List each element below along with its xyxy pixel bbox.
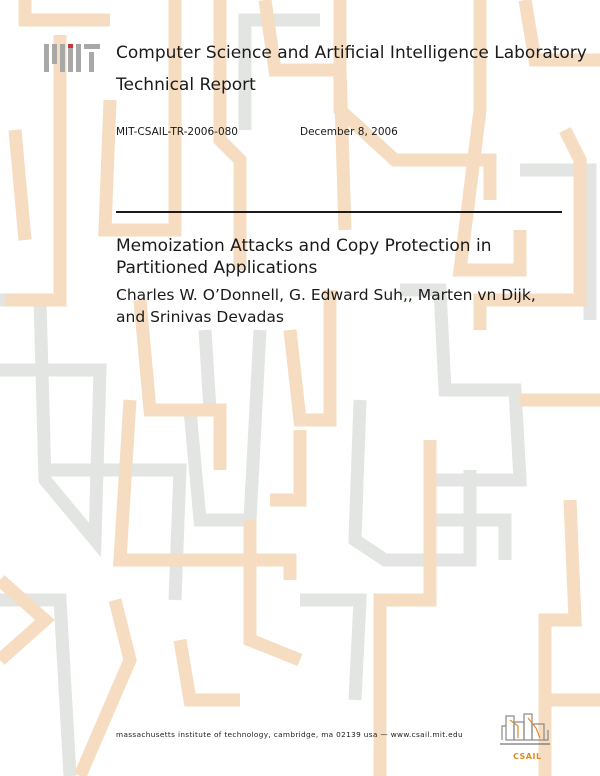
report-number: MIT-CSAIL-TR-2006-080 xyxy=(116,126,238,138)
mit-logo xyxy=(44,44,100,72)
lab-name: Computer Science and Artificial Intelligence Laboratory xyxy=(116,43,587,63)
title-divider xyxy=(116,211,562,213)
csail-logo-icon xyxy=(500,712,550,756)
paper-authors: Charles W. O’Donnell, G. Edward Suh,, Marten vn Dijk, and Srinivas Devadas xyxy=(116,286,536,326)
report-type: Technical Report xyxy=(116,75,256,95)
footer-address: massachusetts institute of technology, cambridge, ma 02139 usa — www.csail.mit.edu xyxy=(116,730,463,739)
report-date: December 8, 2006 xyxy=(300,126,398,138)
csail-logo-text: CSAIL xyxy=(513,752,542,761)
paper-title: Memoization Attacks and Copy Protection in Partitioned Applications xyxy=(116,236,492,278)
